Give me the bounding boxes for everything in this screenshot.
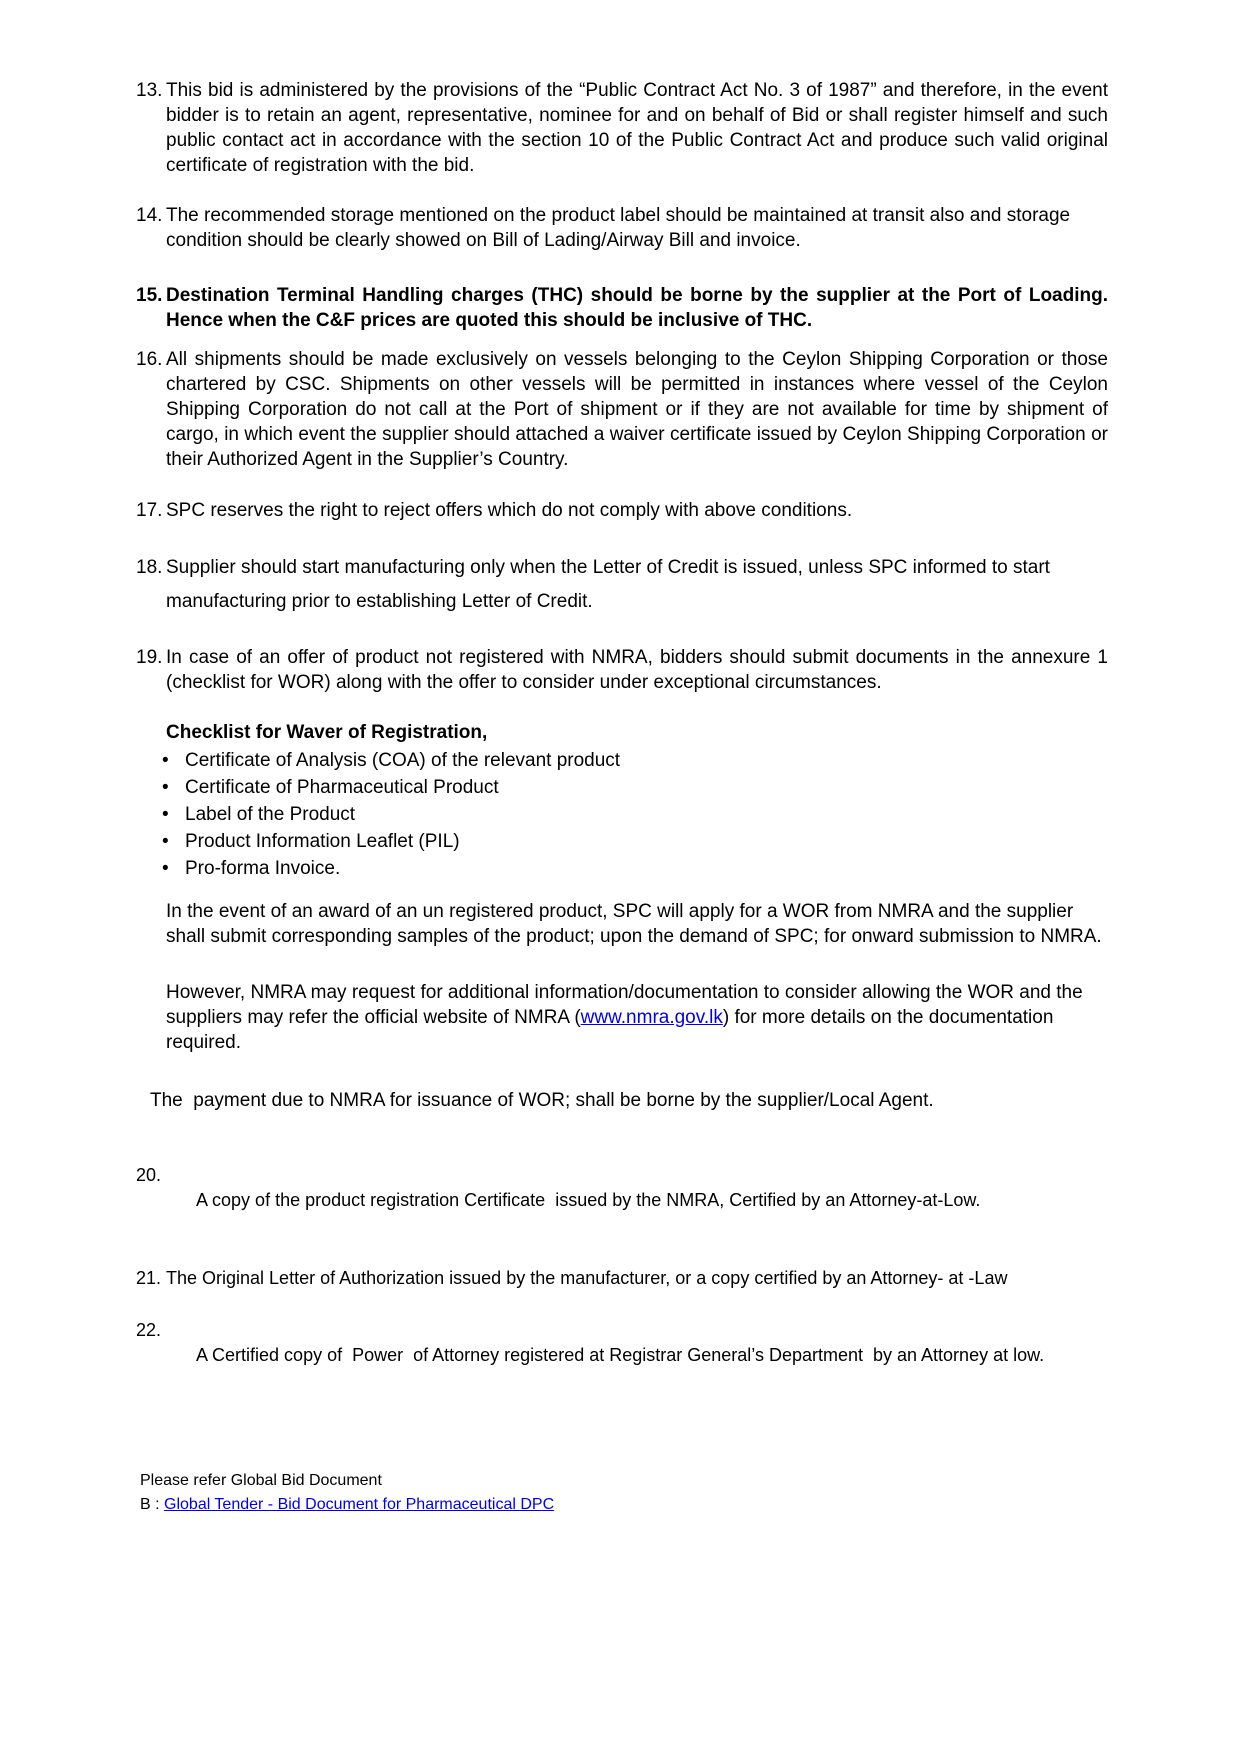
checklist-item (136, 747, 1108, 774)
list-item-17 (136, 498, 1108, 523)
list-item-13 (136, 78, 1108, 178)
list-item-text: The Original Letter of Authorization issued by the manufacturer, or a copy certified by an Attorney- at -Law (166, 1268, 1008, 1288)
list-number: 22. (136, 1320, 162, 1340)
list-item-15 (136, 283, 1108, 333)
paragraph-text: However, NMRA may request for additional information/documentation to consider allowing the WOR and the suppliers may refer the official website of NMRA ( (166, 982, 1083, 1028)
list-number: 15. (136, 285, 163, 306)
paragraph-award: In the event of an award of an un registered product, SPC will apply for a WOR from NMRA and the supplier shall submit corresponding samples of the product; upon the demand of SPC; for onward submission to NMRA. (166, 901, 1102, 947)
list-item-text: The recommended storage mentioned on the product label should be maintained at transit also and storage condition should be clearly showed on Bill of Lading/Airway Bill and invoice. (166, 205, 1071, 251)
footer-line-2 (140, 1493, 1108, 1517)
bullet-icon: • (162, 804, 169, 825)
list-item-16 (136, 347, 1108, 472)
footer-line-2-prefix: B : (140, 1496, 165, 1513)
list-item-text: Supplier should start manufacturing only when the Letter of Credit is issued, unless SPC informed to start manufacturing prior to establishing Letter of Credit. (166, 557, 1050, 612)
list-item-19 (136, 645, 1108, 695)
list-number: 13. (136, 80, 163, 101)
paragraph-payment: The payment due to NMRA for issuance of WOR; shall be borne by the supplier/Local Agent. (150, 1090, 934, 1111)
bullet-icon: • (162, 858, 169, 879)
list-item-text: All shipments should be made exclusively on vessels belonging to the Ceylon Shipping Corporation or those chartered by CSC. Shipments on other vessels will be permitted in instances where vessel of the Ceylon Shipping Corporation do not call at the Port of shipment or if they are not available for time by shipment of cargo, in which event the supplier should attached a waiver certificate issued by Ceylon Shipping Corporation or their Authorized Agent in the Supplier’s Country. (166, 349, 1108, 470)
list-item-text: This bid is administered by the provisions of the “Public Contract Act No. 3 of 1987” and therefore, in the event bidder is to retain an agent, representative, nominee for and on behalf of Bid or shall register himself and such public contact act in accordance with the section 10 of the Public Contract Act and produce such valid original certificate of registration with the bid. (166, 80, 1108, 176)
list-number: 21. (136, 1268, 162, 1288)
nmra-website-link[interactable]: www.nmra.gov.lk (580, 1007, 723, 1028)
checklist-heading: Checklist for Waver of Registration, (166, 722, 488, 743)
list-number: 14. (136, 205, 163, 226)
list-number: 18. (136, 557, 163, 578)
checklist-item-text: Certificate of Analysis (COA) of the relevant product (185, 750, 621, 771)
list-item-21 (136, 1266, 1108, 1291)
bid-document-link[interactable]: Global Tender - Bid Document for Pharmaceutical DPC (164, 1496, 555, 1513)
list-number: 20. (136, 1165, 162, 1185)
paragraph-however (136, 980, 1108, 1055)
checklist-item (136, 828, 1108, 855)
list-item-text: SPC reserves the right to reject offers which do not comply with above conditions. (166, 500, 853, 521)
footer-line-1: Please refer Global Bid Document (140, 1472, 382, 1489)
list-item-text: In case of an offer of product not registered with NMRA, bidders should submit documents in the annexure 1 (checklist for WOR) along with the offer to consider under exceptional circumstances. (166, 647, 1108, 693)
list-item-14 (136, 203, 1108, 253)
list-item-text: A copy of the product registration Certificate issued by the NMRA, Certified by an Attorney-at-Low. (196, 1190, 981, 1210)
list-item-text: Destination Terminal Handling charges (THC) should be borne by the supplier at the Port of Loading. Hence when the C&F prices are quoted this should be inclusive of THC. (166, 285, 1108, 331)
list-item-20 (136, 1163, 1108, 1238)
checklist-item (136, 801, 1108, 828)
list-item-22 (136, 1318, 1108, 1393)
checklist-item-text: Certificate of Pharmaceutical Product (185, 777, 499, 798)
list-item-18 (136, 551, 1108, 619)
checklist-item-text: Label of the Product (185, 804, 356, 825)
paragraph-text: ) for more details on the documentation required. (166, 1007, 1054, 1053)
footer-note (136, 1469, 1108, 1517)
list-number: 19. (136, 647, 163, 668)
list-item-text: A Certified copy of Power of Attorney registered at Registrar General’s Department by an Attorney at low. (196, 1345, 1045, 1365)
bullet-icon: • (162, 777, 169, 798)
list-number: 16. (136, 349, 163, 370)
list-number: 17. (136, 500, 163, 521)
checklist-item-text: Product Information Leaflet (PIL) (185, 831, 460, 852)
checklist-item (136, 855, 1108, 882)
checklist-item (136, 774, 1108, 801)
bullet-icon: • (162, 831, 169, 852)
checklist-item-text: Pro-forma Invoice. (185, 858, 341, 879)
checklist (136, 747, 1108, 882)
bullet-icon: • (162, 750, 169, 771)
